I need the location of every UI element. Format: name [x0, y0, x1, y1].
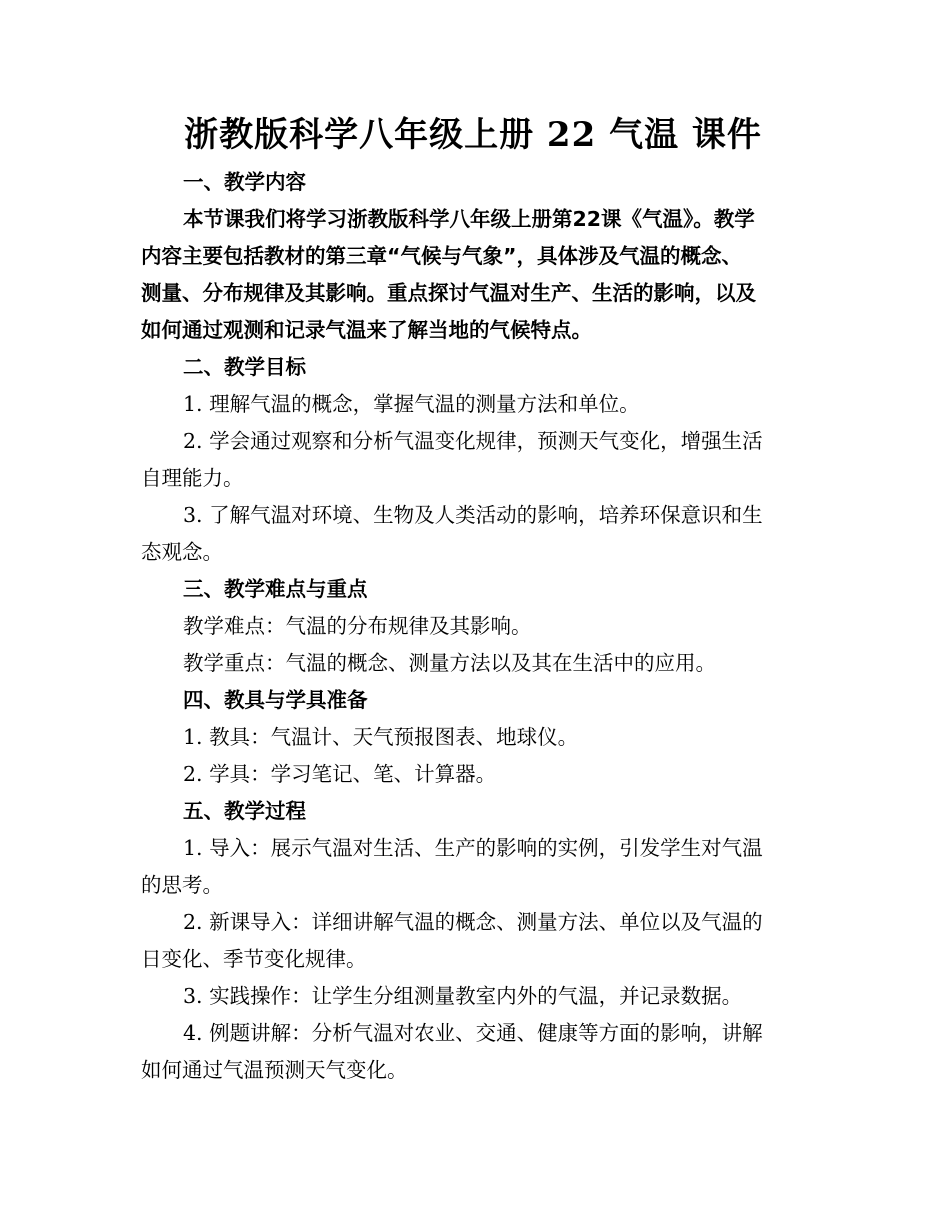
list-item: 3. 了解气温对环境、生物及人类活动的影响，培养环保意识和生 — [183, 503, 763, 527]
paragraph-line: 教学重点：气温的概念、测量方法以及其在生活中的应用。 — [183, 651, 716, 675]
list-item: 2. 学会通过观察和分析气温变化规律，预测天气变化，增强生活 — [183, 429, 763, 453]
list-item-continuation: 自理能力。 — [141, 466, 244, 490]
document-title: 浙教版科学八年级上册 22 气温 课件 — [184, 115, 762, 155]
section-heading-3: 三、教学难点与重点 — [183, 577, 368, 601]
list-item: 1. 导入：展示气温对生活、生产的影响的实例，引发学生对气温 — [183, 836, 763, 860]
list-item-continuation: 的思考。 — [141, 873, 223, 897]
list-item: 1. 教具：气温计、天气预报图表、地球仪。 — [183, 725, 579, 749]
list-item: 2. 学具：学习笔记、笔、计算器。 — [183, 762, 497, 786]
list-item: 3. 实践操作：让学生分组测量教室内外的气温，并记录数据。 — [183, 984, 743, 1008]
list-item: 1. 理解气温的概念，掌握气温的测量方法和单位。 — [183, 392, 640, 416]
section-heading-1: 一、教学内容 — [183, 170, 306, 194]
list-item-continuation: 态观念。 — [141, 540, 223, 564]
list-item: 4. 例题讲解：分析气温对农业、交通、健康等方面的影响，讲解 — [183, 1021, 763, 1045]
paragraph-line: 如何通过观测和记录气温来了解当地的气候特点。 — [141, 318, 592, 342]
section-heading-2: 二、教学目标 — [183, 355, 306, 379]
section-heading-5: 五、教学过程 — [183, 799, 306, 823]
list-item: 2. 新课导入：详细讲解气温的概念、测量方法、单位以及气温的 — [183, 910, 763, 934]
paragraph-line: 本节课我们将学习浙教版科学八年级上册第22课《气温》。教学 — [183, 207, 755, 231]
list-item-continuation: 日变化、季节变化规律。 — [141, 947, 367, 971]
section-heading-4: 四、教具与学具准备 — [183, 688, 368, 712]
list-item-continuation: 如何通过气温预测天气变化。 — [141, 1058, 408, 1082]
paragraph-line: 内容主要包括教材的第三章“气候与气象”，具体涉及气温的概念、 — [141, 244, 742, 268]
paragraph-line: 教学难点：气温的分布规律及其影响。 — [183, 614, 532, 638]
paragraph-line: 测量、分布规律及其影响。重点探讨气温对生产、生活的影响，以及 — [141, 281, 756, 305]
document-page — [141, 0, 805, 1089]
